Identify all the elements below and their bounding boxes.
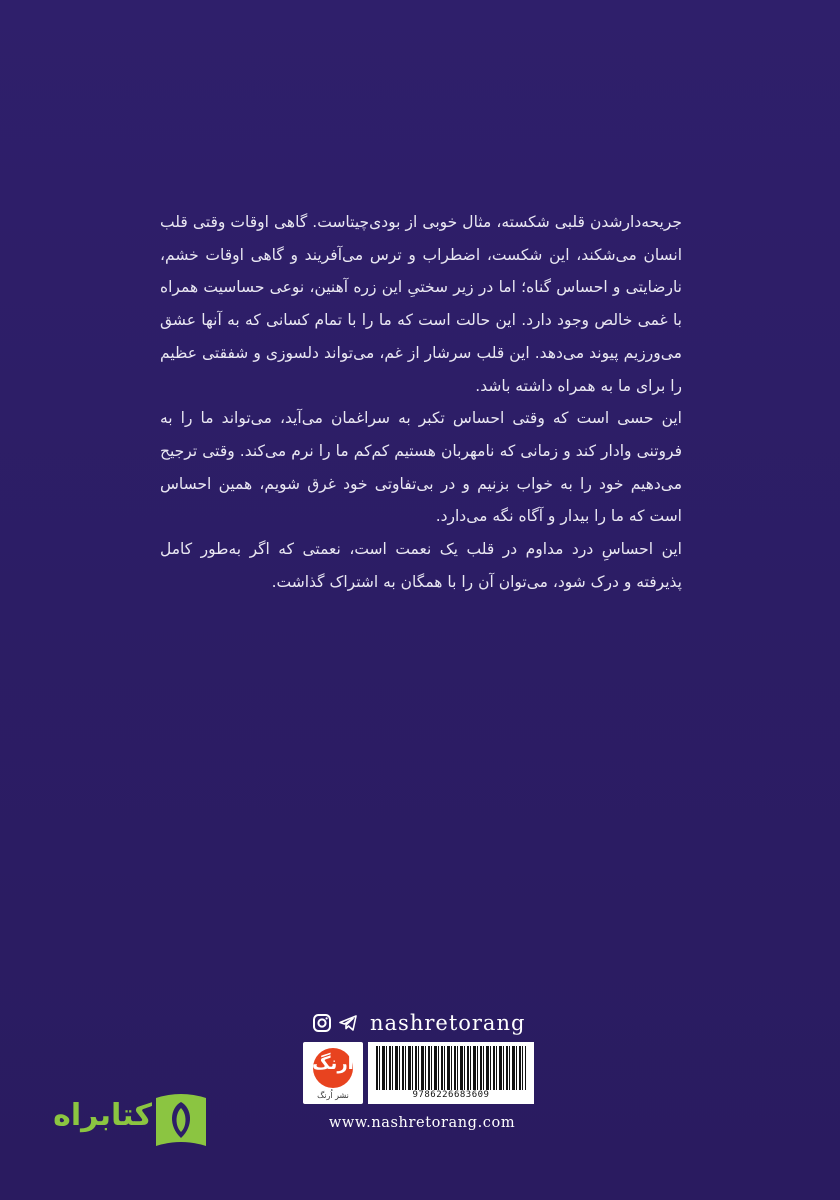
publisher-website: www.nashretorang.com [328, 1115, 516, 1131]
social-links [312, 1010, 536, 1036]
blurb-paragraph-2: این حسی است که وقتی احساس تکبر به سراغمان می‌آید، می‌تواند ما را به فروتنی وادار کند و زمانی که نامهربان هستیم کم‌کم ما را نرم می‌کند. وقتی ترجیح می‌دهیم خود را به خواب بزنیم و در بی‌تفاوتی خود غرق شویم، همین احساس است که ما را بیدار و آگاه نگه می‌دارد. [160, 409, 682, 526]
instagram-icon [312, 1013, 332, 1033]
ketabrah-logo-icon [146, 1088, 216, 1160]
blurb-paragraph-1: جریحه‌دارشدن قلبی شکسته، مثال خوبی از بودی‌چیتاست. گاهی اوقات وقتی قلب انسان می‌شکند، این شکست، اضطراب و ترس می‌آفریند و گاهی اوقات خشم، نارضایتی و احساس گناه؛ اما در زیر سختیِ این زره آهنین، نوعی حساسیت همراه با غمی خالص وجود دارد. این حالت است که ما را با تمام کسانی که به آنها عشق می‌ورزیم پیوند می‌دهد. این قلب سرشار از غم، می‌تواند دلسوزی و شفقتی عظیم را برای ما به همراه داشته باشد. [160, 213, 682, 395]
social-handle: nashretorang [370, 1011, 526, 1035]
blurb-paragraph-3: این احساسِ درد مداوم در قلب یک نعمت است، نعمتی که اگر به‌طور کامل پذیرفته و درک شود، می‌توان آن را با همگان به اشتراک گذاشت. [160, 540, 682, 591]
ketabrah-watermark [40, 1088, 220, 1160]
isbn-number: 9786226683609 [412, 1090, 490, 1100]
telegram-icon [338, 1013, 358, 1033]
barcode-bars [376, 1046, 526, 1090]
publisher-mark: اُرنگ [312, 1053, 354, 1074]
isbn-barcode [368, 1042, 534, 1104]
watermark-text: کتابراه [53, 1098, 152, 1133]
back-cover-blurb [160, 206, 682, 598]
publisher-name: نشر اُرنگ [317, 1091, 349, 1100]
publisher-logo [303, 1042, 363, 1104]
